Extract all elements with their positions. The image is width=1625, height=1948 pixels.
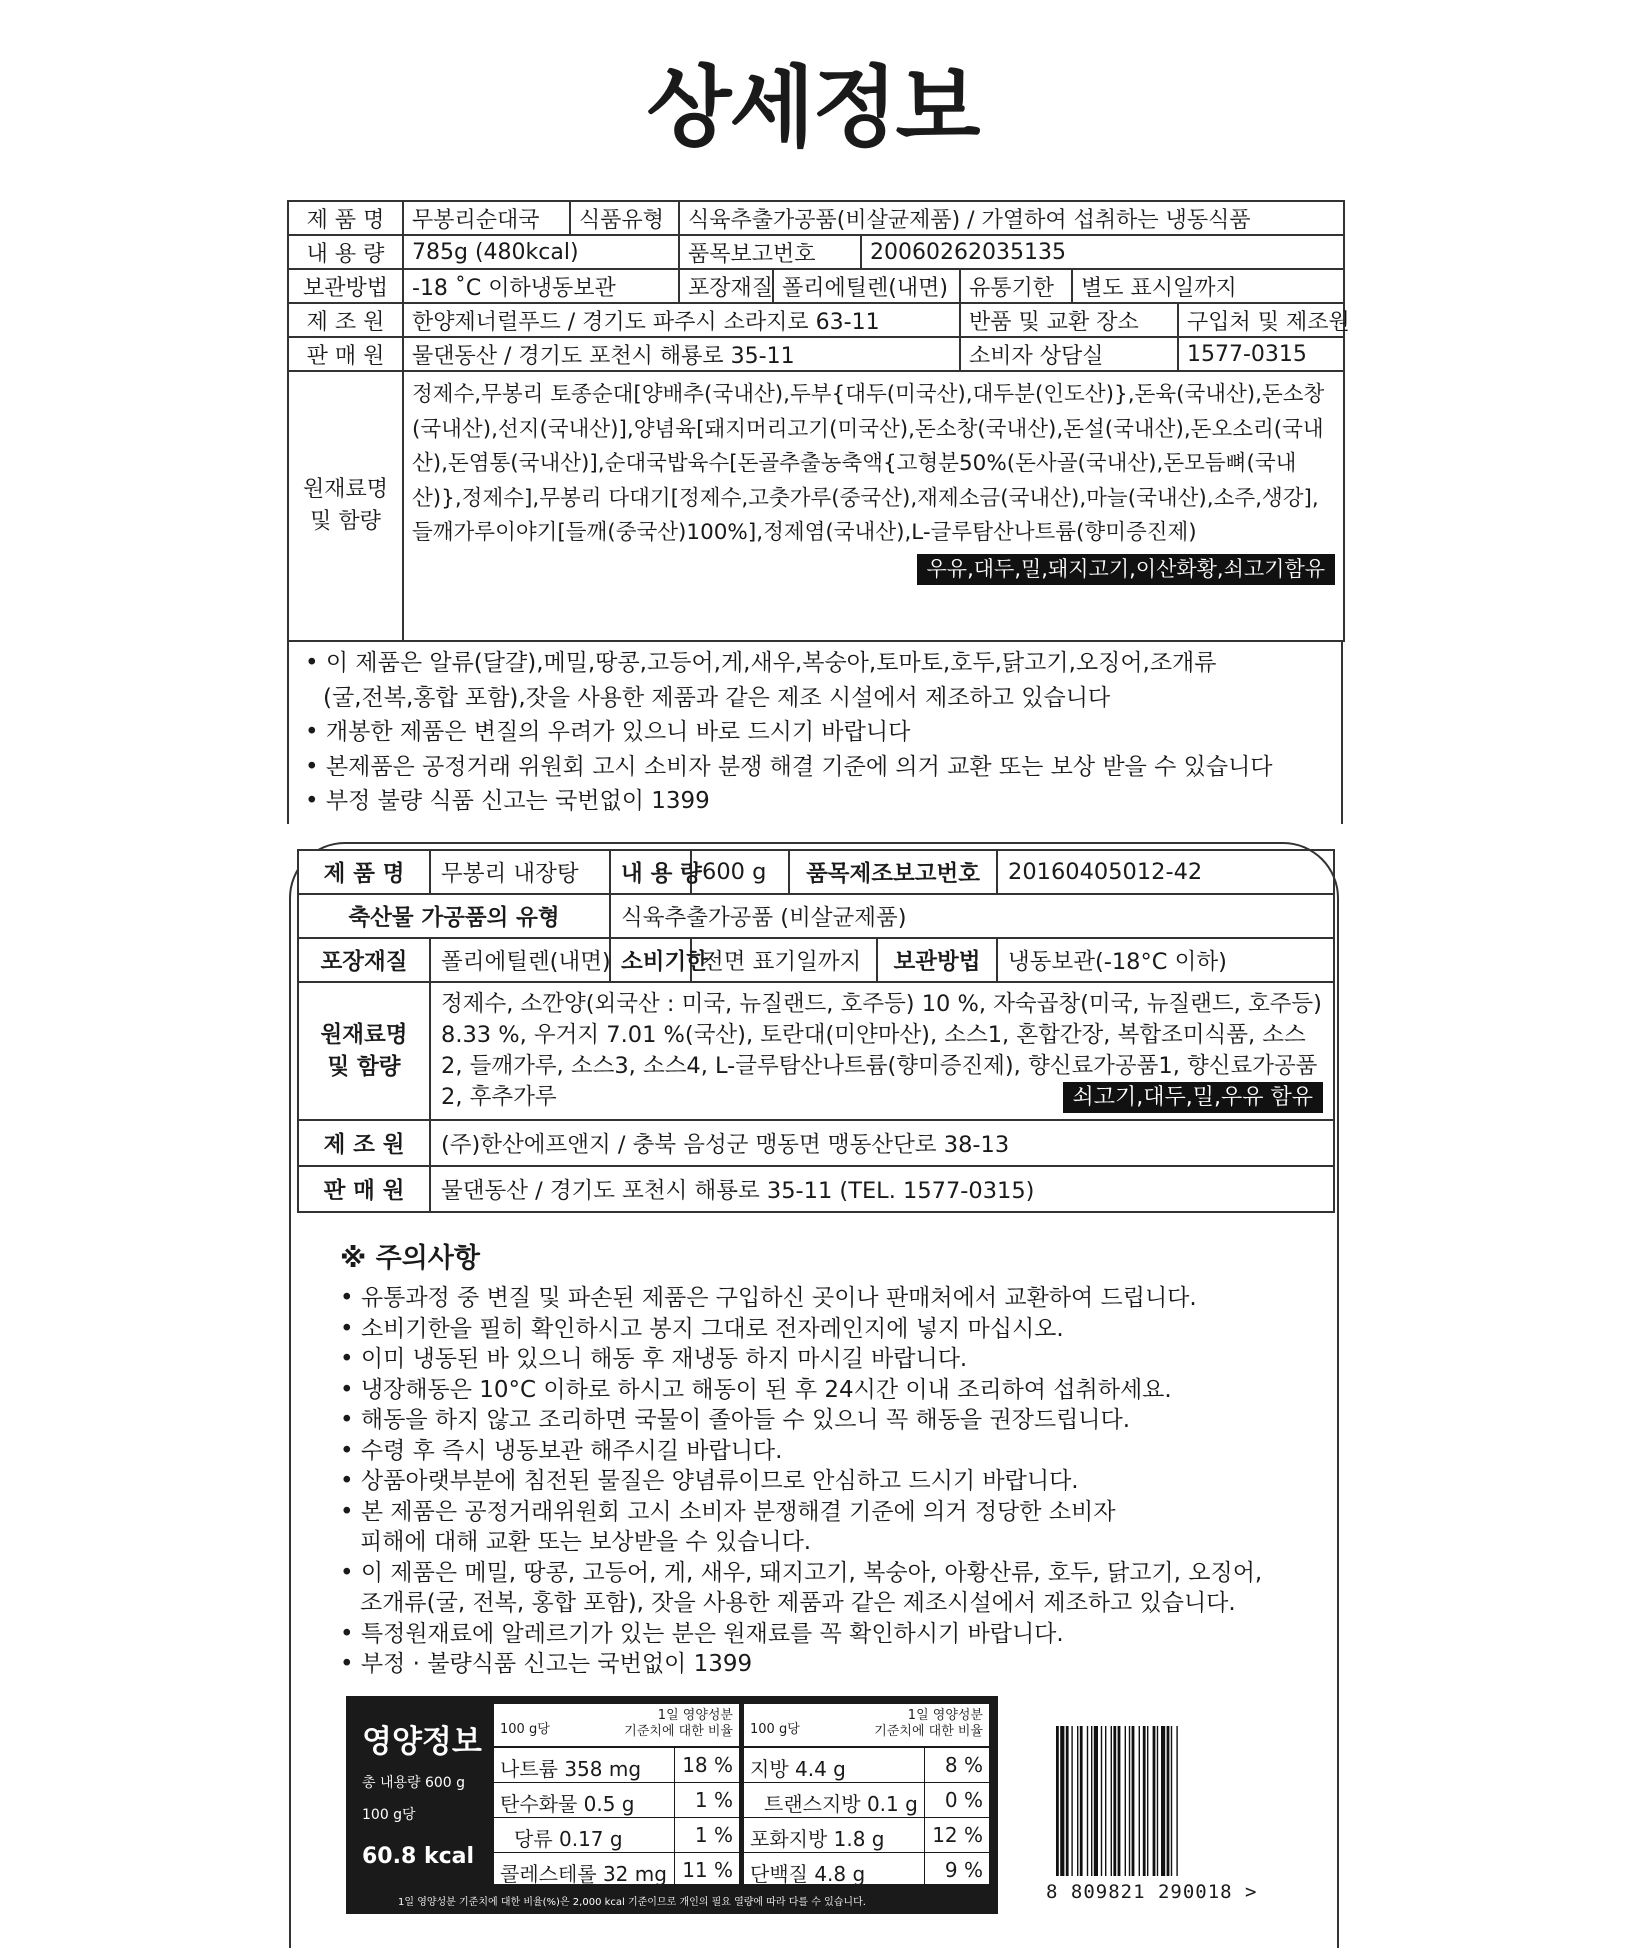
nutrient-pct: 8 % (944, 1753, 983, 1777)
cell-label: 품목제조보고번호 (789, 850, 997, 894)
packaging: 폴리에틸렌(내면) (773, 269, 960, 303)
nutrient-name: 단백질 4.8 g (750, 1862, 866, 1886)
page-title: 상세정보 (646, 56, 979, 159)
ingredients-cell (403, 371, 1344, 641)
seller: 물댄동산 / 경기도 포천시 해룡로 35-11 (TEL. 1577-0315) (430, 1166, 1334, 1212)
report-number: 20060262035135 (861, 235, 1344, 269)
list-item: • 유통과정 중 변질 및 파손된 제품은 구입하신 곳이나 판매처에서 교환하여 드립니다. (340, 1285, 1197, 1311)
content-volume: 785g (480kcal) (403, 235, 679, 269)
table-row (288, 269, 1344, 303)
product2-info-table (297, 849, 1335, 1213)
nutrition-table-right (744, 1704, 989, 1884)
cell-label: 유통기한 (960, 269, 1072, 303)
allergen-badge: 우유,대두,밀,돼지고기,이산화황,쇠고기함유 (917, 554, 1336, 585)
manufacturer: 한양제너럴푸드 / 경기도 파주시 소라지로 63-11 (403, 303, 960, 337)
list-item: 조개류(굴, 전복, 홍합 포함), 잣을 사용한 제품과 같은 제조시설에서 제조하고 있습니다. (360, 1590, 1236, 1616)
nutrient-pct: 18 % (682, 1753, 733, 1777)
ingredients-text: 정제수,무봉리 토종순대[양배추(국내산),두부{대두(미국산),대두분(인도산)},돈육(국내산),돈소창(국내산),선지(국내산)],양념육[돼지머리고기(미국산),돈소창(국내산),돈설(국내산),돈오소리(국내산),돈염통(국내산)],순대국밥육수[돈골추출농축액{고형분50%(돈사골(국내산),돈모듬뼈(국내산)},정제수],무봉리 다대기[정제수,고춧가루(중국산),재제소금(국내산),마늘(국내산),소주,생강],들깨가루이야기[들깨(중국산)100%],정제염(국내산),L-글루탐산나트륨(향미증진제) (412, 382, 1325, 545)
row-label: 축산물 가공품의 유형 (298, 894, 610, 938)
cell-label: 보관방법 (877, 938, 997, 982)
nutrition-per: 100 g당 (362, 1807, 416, 1823)
cell-label: 품목보고번호 (679, 235, 861, 269)
allergen-badge: 쇠고기,대두,밀,우유 함유 (1063, 1082, 1324, 1113)
return-place: 구입처 및 제조원 (1178, 303, 1344, 337)
ingredients-label: 원재료명 및 함량 (298, 982, 430, 1120)
cell-label: 반품 및 교환 장소 (960, 303, 1178, 337)
table-row (288, 371, 1344, 641)
storage-method: -18 ˚C 이하냉동보관 (403, 269, 679, 303)
consumer-phone: 1577-0315 (1178, 337, 1344, 371)
caution-list (340, 1283, 1300, 1680)
seller: 물댄동산 / 경기도 포천시 해룡로 35-11 (403, 337, 960, 371)
storage-method: 냉동보관(-18°C 이하) (997, 938, 1334, 982)
table-row (298, 1120, 1334, 1166)
table-row (288, 201, 1344, 235)
product-type: 식육추출가공품 (비살균제품) (610, 894, 1334, 938)
nutrition-kcal: 60.8 kcal (362, 1844, 474, 1869)
cell-label: 소비자 상담실 (960, 337, 1178, 371)
cell-label: 소비기한 (610, 938, 691, 982)
list-item: • 이 제품은 메밀, 땅콩, 고등어, 게, 새우, 돼지고기, 복숭아, 아황산류, 호두, 닭고기, 오징어, (340, 1559, 1263, 1586)
col-ratio: 기준치에 대한 비율 (874, 1724, 983, 1739)
nutrient-row (494, 1818, 739, 1853)
nutrition-footnote: 1일 영양성분 기준치에 대한 비율(%)은 2,000 kcal 기준이므로 개인의 필요 열량에 따라 다를 수 있습니다. (398, 1897, 866, 1908)
list-item: • 소비기한을 필히 확인하시고 봉지 그대로 전자레인지에 넣지 마십시오. (340, 1315, 1064, 1342)
row-label: 내 용 량 (288, 235, 403, 269)
table-row (298, 938, 1334, 982)
col-ratio: 기준치에 대한 비율 (624, 1724, 733, 1739)
report-number: 20160405012-42 (997, 850, 1334, 894)
expiry: 전면 표기일까지 (691, 938, 877, 982)
row-label: 제 품 명 (298, 850, 430, 894)
row-label: 제 조 원 (288, 303, 403, 337)
list-item: • 본 제품은 공정거래위원회 고시 소비자 분쟁해결 기준에 의거 정당한 소비자 (340, 1498, 1116, 1525)
table-row (298, 894, 1334, 938)
product-name: 무봉리순대국 (403, 201, 570, 235)
nutrient-name: 나트륨 358 mg (500, 1757, 642, 1781)
nutrient-row (494, 1783, 739, 1818)
product-name: 무봉리 내장탕 (430, 850, 610, 894)
col-per: 100 g당 (500, 1722, 550, 1737)
row-label: 보관방법 (288, 269, 403, 303)
cell-label: 내 용 량 (610, 850, 691, 894)
nutrient-row (494, 1853, 739, 1887)
table-row (298, 982, 1334, 1120)
nutrient-name: 포화지방 1.8 g (750, 1827, 885, 1851)
nutrient-name: 콜레스테롤 32 mg (500, 1862, 667, 1886)
row-label: 제 품 명 (288, 201, 403, 235)
list-item: • 특정원재료에 알레르기가 있는 분은 원재료를 꼭 확인하시기 바랍니다. (340, 1620, 1064, 1647)
table-row (288, 303, 1344, 337)
food-type: 식육추출가공품(비살균제품) / 가열하여 섭취하는 냉동식품 (679, 201, 1344, 235)
nutrient-pct: 1 % (694, 1823, 733, 1847)
list-item: (굴,전복,홍합 포함),잣을 사용한 제품과 같은 제조 시설에서 제조하고 있습니다 (323, 684, 1111, 711)
nutrient-pct: 9 % (944, 1858, 983, 1882)
caution-title: ※ 주의사항 (340, 1243, 480, 1274)
content-volume: 600 g (691, 850, 789, 894)
list-item: 피해에 대해 교환 또는 보상받을 수 있습니다. (360, 1529, 812, 1555)
nutrition-title: 영양정보 (362, 1724, 482, 1760)
row-label: 판 매 원 (298, 1166, 430, 1212)
nutrient-row (744, 1853, 989, 1887)
row-label: 포장재질 (298, 938, 430, 982)
product1-notes (287, 640, 1343, 824)
nutrient-pct: 0 % (944, 1788, 983, 1812)
nutrient-pct: 11 % (682, 1858, 733, 1882)
col-per: 100 g당 (750, 1722, 800, 1737)
ingredients-cell (430, 982, 1334, 1120)
table-row (298, 850, 1334, 894)
list-item: • 개봉한 제품은 변질의 우려가 있으니 바로 드시기 바랍니다 (305, 719, 911, 745)
expiry: 별도 표시일까지 (1072, 269, 1344, 303)
nutrient-name: 지방 4.4 g (750, 1757, 846, 1781)
nutrition-total: 총 내용량 600 g (362, 1775, 466, 1791)
nutrition-table-left (494, 1704, 739, 1884)
table-row (288, 337, 1344, 371)
table-row (288, 235, 1344, 269)
nutrient-pct: 12 % (932, 1823, 983, 1847)
nutrient-row (494, 1748, 739, 1783)
row-label: 판 매 원 (288, 337, 403, 371)
nutrient-row (744, 1818, 989, 1853)
list-item: • 부정 · 불량식품 신고는 국번없이 1399 (340, 1651, 753, 1677)
list-item: • 해동을 하지 않고 조리하면 국물이 졸아들 수 있으니 꼭 해동을 권장드립니다. (340, 1407, 1131, 1433)
barcode-number: 8 809821 290018 > (1046, 1881, 1258, 1903)
barcode-icon (1056, 1726, 1266, 1876)
nutrient-pct: 1 % (694, 1788, 733, 1812)
list-item: • 본제품은 공정거래 위원회 고시 소비자 분쟁 해결 기준에 의거 교환 또는 보상 받을 수 있습니다 (305, 753, 1273, 780)
manufacturer: (주)한산에프앤지 / 충북 음성군 맹동면 맹동산단로 38-13 (430, 1120, 1334, 1166)
nutrient-row (744, 1783, 989, 1818)
ingredients-label: 원재료명 및 함량 (288, 371, 403, 641)
list-item: • 수령 후 즉시 냉동보관 해주시길 바랍니다. (340, 1437, 783, 1464)
col-ratio: 1일 영양성분 (907, 1708, 983, 1723)
product1-info-table (287, 200, 1350, 642)
list-item: • 이 제품은 알류(달걀),메밀,땅콩,고등어,게,새우,복숭아,토마토,호두,닭고기,오징어,조개류 (305, 650, 1217, 676)
nutrient-name: 당류 0.17 g (514, 1827, 623, 1851)
col-ratio: 1일 영양성분 (657, 1708, 733, 1723)
cell-label: 포장재질 (679, 269, 773, 303)
nutrition-panel (346, 1696, 998, 1914)
nutrient-name: 탄수화물 0.5 g (500, 1792, 635, 1816)
nutrient-name: 트랜스지방 0.1 g (764, 1792, 918, 1816)
list-item: • 냉장해동은 10°C 이하로 하시고 해동이 된 후 24시간 이내 조리하여 섭취하세요. (340, 1376, 1172, 1403)
list-item: • 상품아랫부분에 침전된 물질은 양념류이므로 안심하고 드시기 바랍니다. (340, 1468, 1079, 1494)
ingredients-text: 정제수, 소깐양(외국산 : 미국, 뉴질랜드, 호주등) 10 %, 자숙곱창(미국, 뉴질랜드, 호주등) 8.33 %, 우거지 7.01 %(국산), 토란대(미얀마산), 소스1, 혼합간장, 복합조미식품, 소스2, 들깨가루, 소스3, 소스4, L-글루탐산나트륨(향미증진제), 향신료가공품1, 향신료가공품2, 후추가루 (441, 991, 1322, 1110)
nutrient-row (744, 1748, 989, 1783)
list-item: • 이미 냉동된 바 있으니 해동 후 재냉동 하지 마시길 바랍니다. (340, 1346, 968, 1372)
list-item: • 부정 불량 식품 신고는 국번없이 1399 (305, 788, 710, 814)
row-label: 제 조 원 (298, 1120, 430, 1166)
cell-label: 식품유형 (570, 201, 679, 235)
packaging: 폴리에틸렌(내면) (430, 938, 610, 982)
table-row (298, 1166, 1334, 1212)
